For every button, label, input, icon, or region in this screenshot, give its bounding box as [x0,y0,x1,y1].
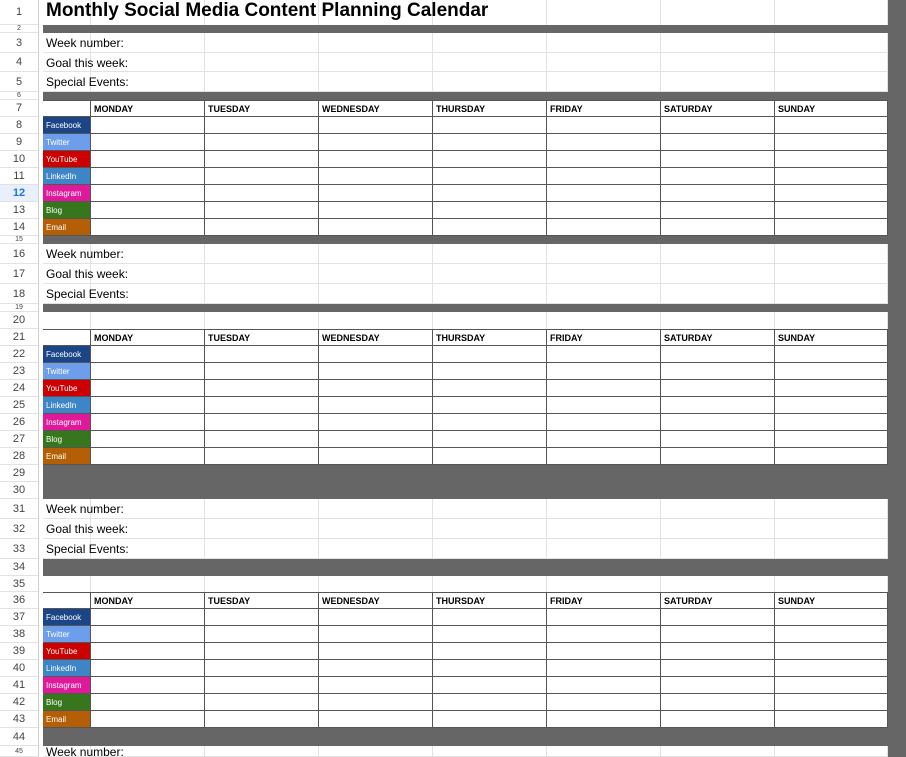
day-header: WEDNESDAY [319,592,433,609]
row-number[interactable]: 7 [0,100,38,117]
page-title[interactable]: Monthly Social Media Content Planning Calendar [46,0,489,21]
row-number[interactable]: 13 [0,202,38,219]
calendar-cell[interactable] [661,448,775,465]
calendar-cell[interactable] [319,202,433,219]
calendar-cell[interactable] [775,202,888,219]
calendar-cell[interactable] [91,694,205,711]
calendar-cell[interactable] [661,414,775,431]
calendar-cell[interactable] [661,185,775,202]
separator-band [43,304,888,312]
day-header: SATURDAY [661,592,775,609]
calendar-cell[interactable] [775,363,888,380]
platform-label: Facebook [43,346,91,363]
calendar-cell[interactable] [775,431,888,448]
calendar-cell[interactable] [775,609,888,626]
row-number[interactable]: 15 [0,236,38,244]
platform-label: Twitter [43,626,91,643]
calendar-cell[interactable] [205,711,319,728]
platform-label: Email [43,711,91,728]
row-number[interactable]: 6 [0,92,38,100]
info-row[interactable] [43,72,888,92]
calendar-cell[interactable] [547,134,661,151]
calendar-cell[interactable] [775,151,888,168]
calendar-cell[interactable] [661,626,775,643]
calendar-cell[interactable] [547,609,661,626]
calendar-cell[interactable] [661,397,775,414]
calendar-cell[interactable] [661,134,775,151]
row-number[interactable]: 41 [0,677,38,694]
calendar-cell[interactable] [91,397,205,414]
calendar-cell[interactable] [661,609,775,626]
platform-label: Email [43,448,91,465]
row-number[interactable]: 33 [0,539,38,559]
calendar-cell[interactable] [91,711,205,728]
platform-label: YouTube [43,643,91,660]
calendar-cell[interactable] [775,185,888,202]
calendar-cell[interactable] [547,397,661,414]
row-number[interactable]: 45 [0,746,38,757]
row-number[interactable]: 40 [0,660,38,677]
calendar-cell[interactable] [433,202,547,219]
calendar-cell[interactable] [775,219,888,236]
calendar-cell[interactable] [205,168,319,185]
platform-label: Twitter [43,363,91,380]
day-header: THURSDAY [433,329,547,346]
calendar-cell[interactable] [205,431,319,448]
row-number[interactable]: 42 [0,694,38,711]
info-row[interactable] [43,539,888,559]
calendar-cell[interactable] [319,363,433,380]
calendar-cell[interactable] [661,202,775,219]
calendar-cell[interactable] [547,202,661,219]
calendar-cell[interactable] [205,677,319,694]
calendar-cell[interactable] [205,609,319,626]
calendar-cell[interactable] [433,448,547,465]
calendar-cell[interactable] [205,643,319,660]
calendar-cell[interactable] [205,219,319,236]
row-number[interactable]: 10 [0,151,38,168]
calendar-cell[interactable] [319,380,433,397]
separator-band [43,559,888,576]
row-number[interactable]: 35 [0,576,38,592]
calendar-cell[interactable] [205,448,319,465]
calendar-cell[interactable] [319,219,433,236]
row-number[interactable]: 8 [0,117,38,134]
calendar-cell[interactable] [433,431,547,448]
row-number[interactable]: 20 [0,312,38,329]
platform-label: LinkedIn [43,168,91,185]
calendar-cell[interactable] [547,643,661,660]
day-header: THURSDAY [433,100,547,117]
separator-band [43,25,888,33]
calendar-cell[interactable] [433,609,547,626]
calendar-cell[interactable] [547,117,661,134]
calendar-cell[interactable] [205,151,319,168]
row-number[interactable]: 14 [0,219,38,236]
calendar-cell[interactable] [661,643,775,660]
row-number[interactable]: 29 [0,465,38,482]
calendar-cell[interactable] [319,626,433,643]
calendar-cell[interactable] [205,346,319,363]
day-header: MONDAY [91,100,205,117]
calendar-cell[interactable] [775,694,888,711]
row-number[interactable]: 24 [0,380,38,397]
calendar-cell[interactable] [661,677,775,694]
calendar-cell[interactable] [91,363,205,380]
calendar-cell[interactable] [547,219,661,236]
calendar-cell[interactable] [433,219,547,236]
calendar-cell[interactable] [91,346,205,363]
calendar-cell[interactable] [91,117,205,134]
day-header: MONDAY [91,329,205,346]
calendar-cell[interactable] [661,168,775,185]
row-number[interactable]: 22 [0,346,38,363]
calendar-cell[interactable] [91,151,205,168]
row-number[interactable]: 21 [0,329,38,346]
calendar-cell[interactable] [205,626,319,643]
info-label: Goal this week: [46,522,129,536]
calendar-cell[interactable] [661,346,775,363]
calendar-cell[interactable] [91,380,205,397]
calendar-cell[interactable] [433,694,547,711]
calendar-cell[interactable] [205,117,319,134]
calendar-cell[interactable] [775,380,888,397]
day-header: WEDNESDAY [319,329,433,346]
row-number[interactable]: 30 [0,482,38,499]
day-header: FRIDAY [547,100,661,117]
calendar-cell[interactable] [91,609,205,626]
day-header: SATURDAY [661,100,775,117]
calendar-cell[interactable] [433,643,547,660]
calendar-cell[interactable] [433,185,547,202]
row-number[interactable]: 23 [0,363,38,380]
info-label: Week number: [46,247,124,261]
day-header: MONDAY [91,592,205,609]
calendar-cell[interactable] [319,694,433,711]
calendar-cell[interactable] [433,151,547,168]
calendar-cell[interactable] [547,151,661,168]
info-label: Goal this week: [46,267,129,281]
calendar-cell[interactable] [661,151,775,168]
calendar-cell[interactable] [775,643,888,660]
calendar-cell[interactable] [547,363,661,380]
row-number[interactable]: 26 [0,414,38,431]
calendar-cell[interactable] [661,380,775,397]
row-number[interactable]: 32 [0,519,38,539]
calendar-cell[interactable] [91,626,205,643]
calendar-cell[interactable] [547,711,661,728]
calendar-cell[interactable] [319,185,433,202]
separator-band [43,465,888,499]
platform-label: Twitter [43,134,91,151]
platform-label: Facebook [43,117,91,134]
row-number[interactable]: 5 [0,72,38,92]
separator-band [43,728,888,746]
calendar-cell[interactable] [319,711,433,728]
calendar-cell[interactable] [205,414,319,431]
row-number[interactable]: 36 [0,592,38,609]
calendar-cell[interactable] [91,185,205,202]
calendar-cell[interactable] [547,431,661,448]
calendar-cell[interactable] [91,134,205,151]
calendar-cell[interactable] [91,677,205,694]
calendar-cell[interactable] [775,346,888,363]
calendar-cell[interactable] [433,626,547,643]
calendar-cell[interactable] [661,431,775,448]
info-row[interactable] [43,244,888,264]
separator-band [43,92,888,100]
info-label: Special Events: [46,542,129,556]
sheet-right-border [888,0,906,757]
calendar-cell[interactable] [775,117,888,134]
calendar-cell[interactable] [319,168,433,185]
info-row[interactable] [43,284,888,304]
day-header: TUESDAY [205,100,319,117]
row-number[interactable]: 18 [0,284,38,304]
calendar-cell[interactable] [205,185,319,202]
calendar-cell[interactable] [433,363,547,380]
calendar-cell[interactable] [661,219,775,236]
calendar-cell[interactable] [205,694,319,711]
calendar-cell[interactable] [433,414,547,431]
calendar-cell[interactable] [775,397,888,414]
info-label: Special Events: [46,287,129,301]
row-number[interactable]: 16 [0,244,38,264]
calendar-cell[interactable] [91,414,205,431]
calendar-cell[interactable] [775,448,888,465]
row-number[interactable]: 27 [0,431,38,448]
calendar-cell[interactable] [319,397,433,414]
row-number[interactable]: 19 [0,304,38,312]
row-number[interactable]: 28 [0,448,38,465]
calendar-cell[interactable] [319,134,433,151]
calendar-cell[interactable] [775,660,888,677]
platform-label: Instagram [43,185,91,202]
row-number[interactable]: 11 [0,168,38,185]
row-number[interactable]: 37 [0,609,38,626]
calendar-cell[interactable] [205,660,319,677]
day-header: TUESDAY [205,592,319,609]
day-header: SUNDAY [775,592,888,609]
platform-label: Instagram [43,414,91,431]
row-number[interactable]: 44 [0,728,38,746]
calendar-cell[interactable] [547,660,661,677]
platform-label: LinkedIn [43,397,91,414]
calendar-cell[interactable] [433,168,547,185]
platform-label: YouTube [43,151,91,168]
calendar-cell[interactable] [433,660,547,677]
row-number[interactable]: 2 [0,25,38,33]
calendar-cell[interactable] [91,660,205,677]
calendar-cell[interactable] [547,380,661,397]
platform-label: LinkedIn [43,660,91,677]
calendar-cell[interactable] [547,448,661,465]
calendar-cell[interactable] [661,711,775,728]
platform-label: YouTube [43,380,91,397]
calendar-cell[interactable] [661,694,775,711]
calendar-header-blank [43,592,91,609]
calendar-cell[interactable] [319,431,433,448]
platform-label: Instagram [43,677,91,694]
calendar-cell[interactable] [433,117,547,134]
calendar-cell[interactable] [205,363,319,380]
calendar-cell[interactable] [433,346,547,363]
info-row[interactable] [43,33,888,53]
calendar-cell[interactable] [91,643,205,660]
day-header: THURSDAY [433,592,547,609]
calendar-cell[interactable] [205,134,319,151]
calendar-cell[interactable] [775,134,888,151]
calendar-cell[interactable] [319,151,433,168]
info-label: Week number: [46,502,124,516]
platform-label: Email [43,219,91,236]
row-number[interactable]: 34 [0,559,38,576]
row-number[interactable]: 25 [0,397,38,414]
info-row[interactable] [43,499,888,519]
calendar-cell[interactable] [319,643,433,660]
separator-band [43,236,888,244]
calendar-cell[interactable] [775,677,888,694]
calendar-cell[interactable] [319,346,433,363]
row-number[interactable]: 9 [0,134,38,151]
calendar-cell[interactable] [205,380,319,397]
calendar-cell[interactable] [547,185,661,202]
calendar-cell[interactable] [547,414,661,431]
calendar-cell[interactable] [433,677,547,694]
day-header: SATURDAY [661,329,775,346]
calendar-cell[interactable] [319,448,433,465]
calendar-cell[interactable] [205,397,319,414]
info-row[interactable] [43,519,888,539]
day-header: SUNDAY [775,329,888,346]
calendar-cell[interactable] [547,168,661,185]
calendar-cell[interactable] [661,117,775,134]
calendar-cell[interactable] [91,448,205,465]
calendar-cell[interactable] [775,168,888,185]
day-header: SUNDAY [775,100,888,117]
calendar-cell[interactable] [547,677,661,694]
calendar-cell[interactable] [91,168,205,185]
row-number[interactable]: 12 [0,185,38,202]
info-row[interactable] [43,746,888,757]
day-header: TUESDAY [205,329,319,346]
calendar-cell[interactable] [547,626,661,643]
calendar-cell[interactable] [547,694,661,711]
info-label: Week number: [46,744,124,757]
calendar-cell[interactable] [91,202,205,219]
row-number[interactable]: 1 [0,0,38,25]
calendar-cell[interactable] [91,219,205,236]
calendar-cell[interactable] [319,609,433,626]
row-number[interactable]: 43 [0,711,38,728]
info-row[interactable] [43,264,888,284]
row-number[interactable]: 31 [0,499,38,519]
platform-label: Blog [43,202,91,219]
info-label: Week number: [46,36,124,50]
row-number[interactable]: 3 [0,33,38,53]
row-number[interactable]: 39 [0,643,38,660]
calendar-cell[interactable] [91,431,205,448]
info-row[interactable] [43,53,888,72]
calendar-header-blank [43,329,91,346]
row-number[interactable]: 38 [0,626,38,643]
calendar-cell[interactable] [205,202,319,219]
calendar-cell[interactable] [319,677,433,694]
calendar-cell[interactable] [661,660,775,677]
info-label: Special Events: [46,75,129,89]
platform-label: Facebook [43,609,91,626]
calendar-cell[interactable] [775,414,888,431]
calendar-header-blank [43,100,91,117]
row-number[interactable]: 4 [0,53,38,72]
calendar-cell[interactable] [433,134,547,151]
info-label: Goal this week: [46,55,129,70]
row-number[interactable]: 17 [0,264,38,284]
calendar-cell[interactable] [433,711,547,728]
calendar-cell[interactable] [319,117,433,134]
calendar-cell[interactable] [775,626,888,643]
calendar-cell[interactable] [319,414,433,431]
calendar-cell[interactable] [433,380,547,397]
calendar-cell[interactable] [433,397,547,414]
platform-label: Blog [43,694,91,711]
day-header: FRIDAY [547,592,661,609]
platform-label: Blog [43,431,91,448]
calendar-cell[interactable] [661,363,775,380]
calendar-cell[interactable] [775,711,888,728]
calendar-cell[interactable] [547,346,661,363]
day-header: WEDNESDAY [319,100,433,117]
day-header: FRIDAY [547,329,661,346]
calendar-cell[interactable] [319,660,433,677]
